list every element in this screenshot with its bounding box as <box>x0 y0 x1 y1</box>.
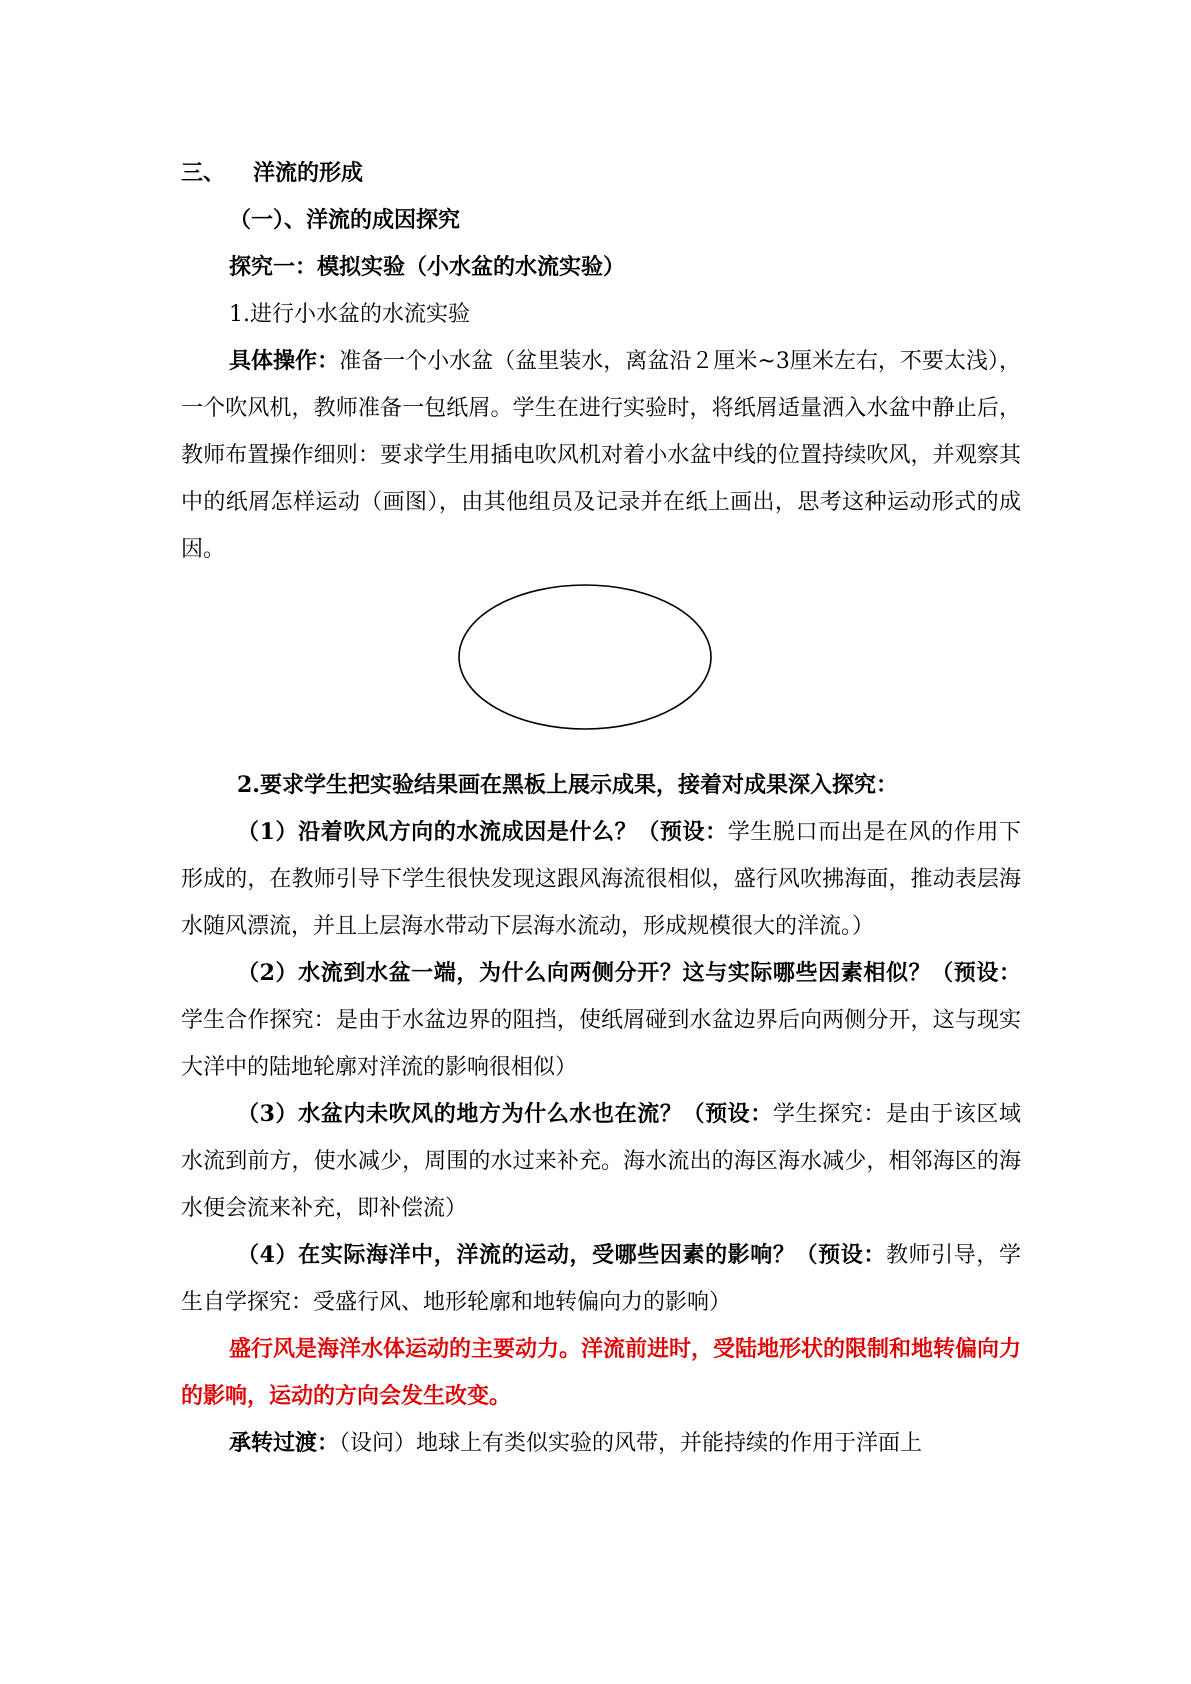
transition-paragraph <box>181 1420 1021 1467</box>
conclusion-text: 盛行风是海洋水体运动的主要动力。洋流前进时，受陆地形状的限制和地转偏向力的影响，运动的方向会发生改变。 <box>181 1336 1022 1409</box>
document-page <box>181 150 1021 1467</box>
question-3-text: （3）水盆内未吹风的地方为什么水也在流？（预设： <box>237 1101 773 1127</box>
section-number: 三、 <box>181 160 226 186</box>
operation-text: 准备一个小水盆（盆里装水，离盆沿２厘米~3厘米左右，不要太浅），一个吹风机，教师准备一包纸屑。学生在进行实验时，将纸屑适量洒入水盆中静止后，教师布置操作细则：要求学生用插电吹风机对着小水盆中线的位置持续吹风，并观察其中的纸屑怎样运动（画图），由其他组员及记录并在纸上画出，思考这种运动形式的成因。 <box>181 349 1021 562</box>
subsection-title: （一）、洋流的成因探究 <box>229 207 461 233</box>
subsection-heading <box>181 197 1021 244</box>
question-4 <box>181 1232 1021 1326</box>
question-2 <box>181 950 1021 1091</box>
section-title: 洋流的形成 <box>253 160 364 186</box>
step2-title: 2.要求学生把实验结果画在黑板上展示成果，接着对成果深入探究： <box>237 772 898 798</box>
step2-heading <box>181 762 1021 809</box>
question-3 <box>181 1091 1021 1232</box>
basin-ellipse <box>457 583 717 733</box>
question-1-text: （1）沿着吹风方向的水流成因是什么？（预设： <box>237 819 728 845</box>
operation-paragraph <box>181 338 1021 573</box>
question-3-answer: 学生探究：是由于该区域水流到前方，使水减少，周围的水过来补充。海水流出的海区海水减少，相邻海区的海水便会流来补充，即补偿流） <box>181 1102 1021 1221</box>
explore-title: 探究一：模拟实验（小水盆的水流实验） <box>229 254 626 280</box>
transition-label: 承转过渡： <box>229 1430 340 1456</box>
section-heading <box>181 150 1021 197</box>
question-1-answer: 学生脱口而出是在风的作用下形成的，在教师引导下学生很快发现这跟风海流很相似，盛行风吹拂海面，推动表层海水随风漂流，并且上层海水带动下层海水流动，形成规模很大的洋流。） <box>181 820 1021 939</box>
transition-text: （设问）地球上有类似实验的风带，并能持续的作用于洋面上 <box>339 1431 923 1456</box>
water-basin-diagram <box>181 577 1021 762</box>
step1-title: 1.进行小水盆的水流实验 <box>229 302 470 327</box>
question-2-text: （2）水流到水盆一端，为什么向两侧分开？这与实际哪些因素相似？（预设： <box>237 960 1021 986</box>
conclusion-paragraph <box>181 1326 1021 1420</box>
question-4-text: （4）在实际海洋中，洋流的运动，受哪些因素的影响？（预设： <box>237 1242 886 1268</box>
step1-heading <box>181 291 1021 338</box>
question-4-answer: 教师引导，学生自学探究：受盛行风、地形轮廓和地转偏向力的影响） <box>181 1243 1021 1315</box>
question-2-answer: 学生合作探究：是由于水盆边界的阻挡，使纸屑碰到水盆边界后向两侧分开，这与现实大洋中的陆地轮廓对洋流的影响很相似） <box>181 1008 1021 1080</box>
question-1 <box>181 809 1021 950</box>
operation-label: 具体操作： <box>229 348 340 374</box>
explore-heading <box>181 244 1021 291</box>
